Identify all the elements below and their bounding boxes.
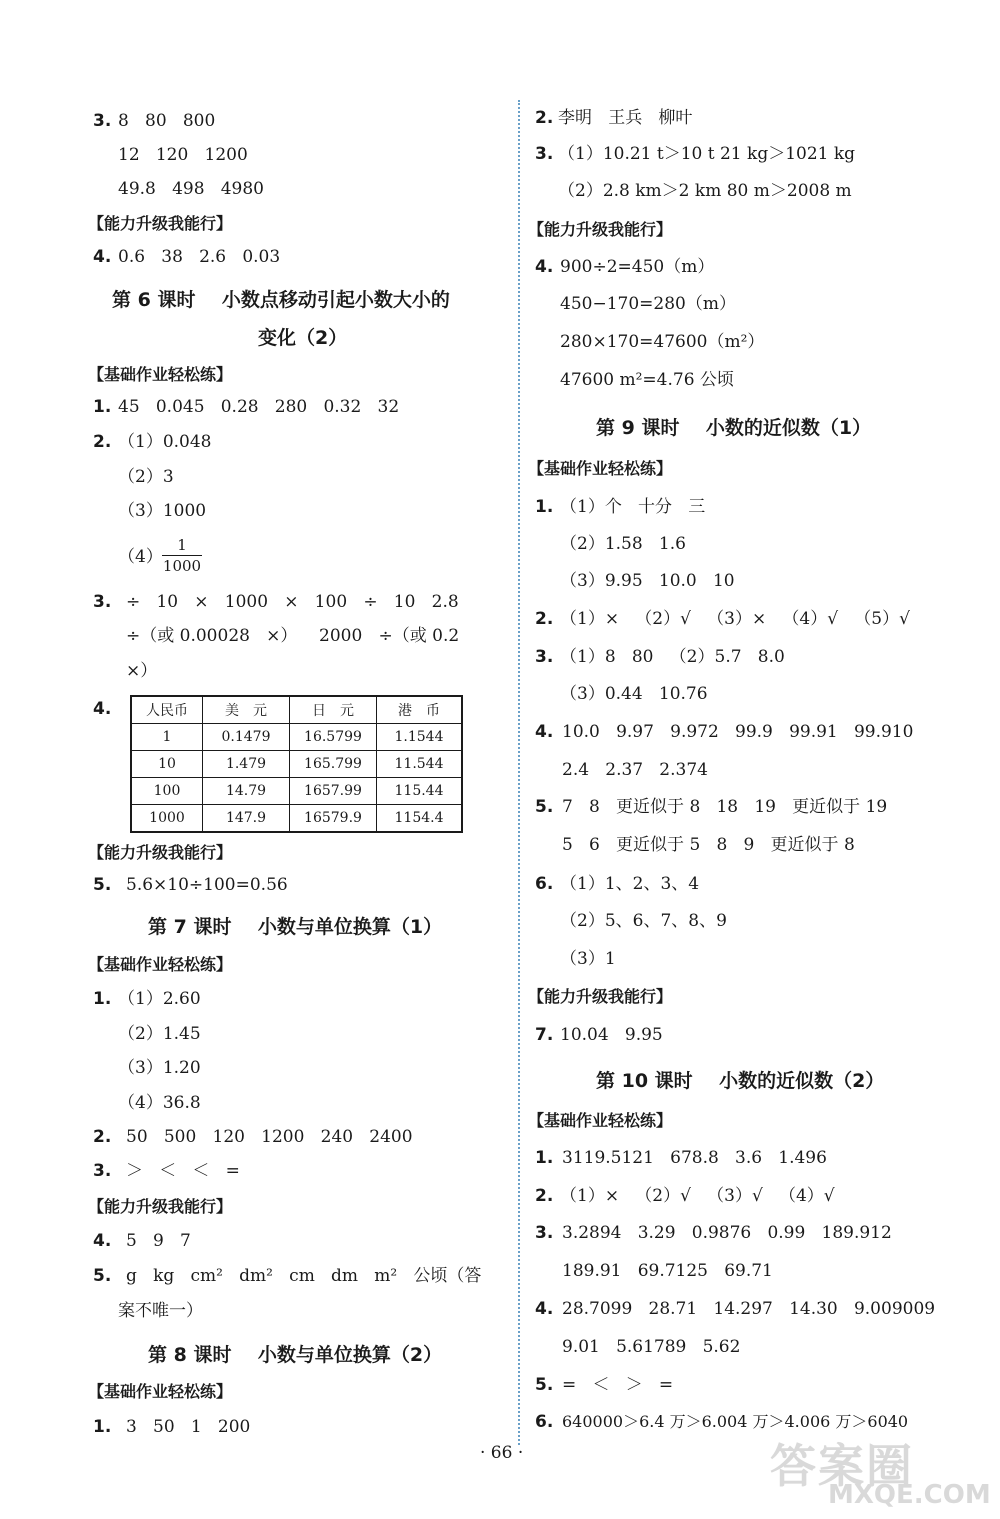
- answer-text: 3.2894 3.29 0.9876 0.99 189.912: [562, 1223, 892, 1243]
- answer-text: （2）5、6、7、8、9: [560, 911, 727, 931]
- item-number: 3.: [93, 592, 112, 612]
- answer-text: g kg cm² dm² cm dm m² 公顷（答: [126, 1266, 482, 1286]
- answer-text: 47600 m²=4.76 公顷: [560, 370, 734, 390]
- watermark-logo: 答案圈: [770, 1439, 914, 1493]
- answer-text: （3）1.20: [118, 1058, 201, 1078]
- item-number: 5.: [93, 875, 112, 895]
- item-number: 4.: [93, 699, 112, 719]
- section-header: 【能力升级我能行】: [88, 843, 233, 862]
- item-number: 4.: [535, 722, 554, 742]
- answer-text: ÷ 10 × 1000 × 100 ÷ 10 2.8: [126, 592, 459, 612]
- section-header: 【能力升级我能行】: [528, 987, 673, 1006]
- lesson-title: 第 10 课时 小数的近似数（2）: [596, 1070, 885, 1092]
- table-cell: 1000: [131, 805, 203, 833]
- answer-text: （1）10.21 t＞10 t 21 kg＞1021 kg: [558, 144, 856, 164]
- answer-text: （2）2.8 km＞2 km 80 m＞2008 m: [558, 181, 852, 201]
- answer-text: 189.91 69.7125 69.71: [562, 1261, 773, 1281]
- item-number: 3.: [535, 144, 554, 164]
- answer-text: （4）36.8: [118, 1093, 201, 1113]
- item-number: 5.: [535, 1375, 554, 1395]
- answer-text: 0.6 38 2.6 0.03: [118, 247, 281, 267]
- answer-text: （1）× （2）√ （3）√ （4）√: [560, 1186, 835, 1206]
- section-header: 【能力升级我能行】: [88, 1197, 233, 1216]
- item-number: 4.: [93, 247, 112, 267]
- item-number: 6.: [535, 874, 554, 894]
- answer-text: （1）1、2、3、4: [560, 874, 700, 894]
- section-header: 【基础作业轻松练】: [88, 955, 233, 974]
- answer-text: 3119.5121 678.8 3.6 1.496: [562, 1148, 827, 1168]
- fraction: [162, 536, 202, 575]
- answer-text: 5 9 7: [126, 1231, 191, 1251]
- table-header-row: [131, 696, 462, 724]
- answer-text: （3）1: [560, 949, 616, 969]
- answer-text: （1）× （2）√ （3）× （4）√ （5）√: [560, 609, 910, 629]
- item-number: 1.: [93, 397, 112, 417]
- item-number: 3.: [535, 647, 554, 667]
- item-number: 1.: [93, 1417, 112, 1437]
- table-row: [131, 751, 462, 778]
- item-number: 3.: [93, 111, 112, 131]
- answer-text: （2）3: [118, 467, 174, 487]
- item-number: 2.: [93, 432, 112, 452]
- item-number: 4.: [535, 1299, 554, 1319]
- item-number: 1.: [93, 989, 112, 1009]
- answer-text: 280×170=47600（m²）: [560, 332, 765, 352]
- table-cell: 0.1479: [203, 724, 290, 751]
- section-header: 【能力升级我能行】: [528, 220, 673, 239]
- fraction-denominator: 1000: [162, 557, 202, 575]
- item-number: 1.: [535, 1148, 554, 1168]
- answer-text: （3）1000: [118, 501, 207, 521]
- item-number: 3.: [93, 1161, 112, 1181]
- item-number: 4.: [535, 257, 554, 277]
- answer-text: 12 120 1200: [118, 145, 248, 165]
- watermark-url: MXQE.COM: [828, 1480, 991, 1510]
- answer-text: 10.04 9.95: [560, 1025, 663, 1045]
- table-cell: 1154.4: [377, 805, 463, 833]
- answer-text: ×）: [126, 661, 158, 681]
- section-header: 【基础作业轻松练】: [88, 365, 233, 384]
- answer-text: 640000＞6.4 万＞6.004 万＞4.006 万＞6040: [562, 1412, 909, 1431]
- item-number: 2.: [93, 1127, 112, 1147]
- section-header: 【基础作业轻松练】: [528, 1111, 673, 1130]
- lesson-title: 第 7 课时 小数与单位换算（1）: [148, 916, 443, 938]
- answer-text: 2.4 2.37 2.374: [562, 760, 708, 780]
- fraction-bar: [162, 555, 202, 556]
- answer-text: ÷（或 0.00028 ×） 2000 ÷（或 0.2: [126, 626, 460, 646]
- table-cell: 1.479: [203, 751, 290, 778]
- answer-text: 8 80 800: [118, 111, 216, 131]
- item-number: 5.: [535, 797, 554, 817]
- lesson-title: 第 9 课时 小数的近似数（1）: [596, 417, 872, 439]
- item-number: 7.: [535, 1025, 554, 1045]
- table-cell: 147.9: [203, 805, 290, 833]
- answer-text: （2）1.45: [118, 1024, 201, 1044]
- section-header: 【基础作业轻松练】: [528, 459, 673, 478]
- table-cell: 16579.9: [290, 805, 377, 833]
- lesson-title: 第 6 课时 小数点移动引起小数大小的: [112, 289, 450, 311]
- item-number: 2.: [535, 609, 554, 629]
- item-number: 2.: [535, 108, 554, 128]
- item-number: 5.: [93, 1266, 112, 1286]
- table-header: 港 币: [377, 696, 463, 724]
- answer-text: 45 0.045 0.28 280 0.32 32: [118, 397, 400, 417]
- answer-text: 5 6 更近似于 5 8 9 更近似于 8: [562, 835, 855, 855]
- answer-text: 10.0 9.97 9.972 99.9 99.91 99.910: [562, 722, 914, 742]
- table-cell: 1: [131, 724, 203, 751]
- answer-text: ＞ ＜ ＜ =: [126, 1161, 240, 1181]
- answer-text: （3）9.95 10.0 10: [560, 571, 735, 591]
- answer-text: 900÷2=450（m）: [560, 257, 715, 277]
- answer-text: （1）0.048: [118, 432, 212, 452]
- answer-text: 李明 王兵 柳叶: [558, 108, 693, 128]
- answer-text: 5.6×10÷100=0.56: [126, 875, 288, 895]
- lesson-title: 第 8 课时 小数与单位换算（2）: [148, 1344, 443, 1366]
- table-cell: 14.79: [203, 778, 290, 805]
- answer-text: （1）2.60: [118, 989, 201, 1009]
- table-cell: 11.544: [377, 751, 463, 778]
- item-number: 4.: [93, 1231, 112, 1251]
- fraction-numerator: 1: [177, 536, 187, 554]
- answer-text: （1）个 十分 三: [560, 497, 706, 517]
- answer-text: （4）: [118, 547, 163, 567]
- item-number: 1.: [535, 497, 554, 517]
- answer-text: （2）1.58 1.6: [560, 534, 686, 554]
- item-number: 2.: [535, 1186, 554, 1206]
- page-number: · 66 ·: [480, 1443, 524, 1463]
- table-row: [131, 805, 462, 833]
- section-header: 【基础作业轻松练】: [88, 1382, 233, 1401]
- table-cell: 10: [131, 751, 203, 778]
- answer-text: （1）8 80 （2）5.7 8.0: [560, 647, 785, 667]
- table-cell: 115.44: [377, 778, 463, 805]
- table-cell: 16.5799: [290, 724, 377, 751]
- answer-text: = ＜ ＞ =: [562, 1375, 674, 1395]
- answer-text: 7 8 更近似于 8 18 19 更近似于 19: [562, 797, 888, 817]
- answer-text: 案不唯一）: [118, 1301, 203, 1321]
- answer-text: （3）0.44 10.76: [560, 684, 708, 704]
- answer-text: 50 500 120 1200 240 2400: [126, 1127, 413, 1147]
- table-header: 美 元: [203, 696, 290, 724]
- answer-text: 9.01 5.61789 5.62: [562, 1337, 741, 1357]
- table-row: [131, 724, 462, 751]
- table-row: [131, 778, 462, 805]
- answer-text: 49.8 498 4980: [118, 179, 264, 199]
- lesson-title-cont: 变化（2）: [258, 327, 348, 349]
- table-cell: 1.1544: [377, 724, 463, 751]
- table-cell: 100: [131, 778, 203, 805]
- answer-text: 450−170=280（m）: [560, 294, 736, 314]
- item-number: 3.: [535, 1223, 554, 1243]
- table-header: 人民币: [131, 696, 203, 724]
- item-number: 6.: [535, 1412, 554, 1432]
- column-divider: [518, 100, 520, 1445]
- currency-table: [130, 695, 463, 833]
- table-cell: 165.799: [290, 751, 377, 778]
- section-header: 【能力升级我能行】: [88, 214, 233, 233]
- answer-text: 28.7099 28.71 14.297 14.30 9.009009: [562, 1299, 936, 1319]
- table-header: 日 元: [290, 696, 377, 724]
- answer-text: 3 50 1 200: [126, 1417, 251, 1437]
- table-cell: 1657.99: [290, 778, 377, 805]
